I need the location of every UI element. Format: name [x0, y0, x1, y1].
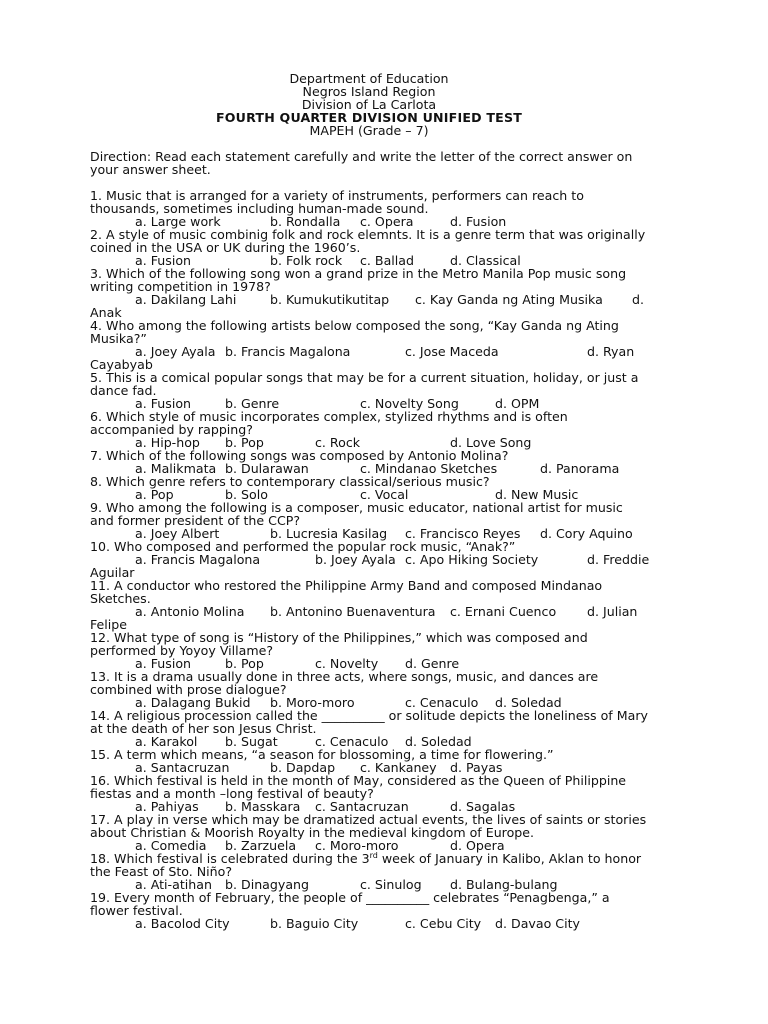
question-19: 19. Every month of February, the people of __________ celebrates “Penagbenga,” a flower festival.: [90, 890, 610, 918]
choice-option: d. Soledad: [405, 734, 472, 749]
question-9: 9. Who among the following is a composer, music educator, national artist for music and former president of the CCP?: [90, 500, 623, 528]
choice-option: c. Opera: [360, 214, 414, 229]
answer-choices: [90, 839, 650, 852]
answer-choices: [90, 657, 650, 670]
choice-option: c. Novelty: [315, 656, 379, 671]
directions: Direction: Read each statement carefully and write the letter of the correct answer on your answer sheet.: [90, 149, 633, 177]
choice-option: Felipe: [90, 617, 128, 632]
choice-option: b. Antonino Buenaventura: [270, 604, 436, 619]
choice-option: c. Apo Hiking Society: [405, 552, 539, 567]
choice-option: Aguilar: [90, 565, 135, 580]
choice-option: c. Santacruzan: [315, 799, 409, 814]
choice-option: b. Folk rock: [270, 253, 343, 268]
choice-option: d. Genre: [405, 656, 460, 671]
question-2: 2. A style of music combinig folk and rock elemnts. It is a genre term that was originally coined in the USA or UK during the 1960’s.: [90, 227, 646, 255]
choice-option: a. Fusion: [135, 253, 192, 268]
choice-option: c. Vocal: [360, 487, 409, 502]
choice-option: c. Kay Ganda ng Ating Musika: [415, 292, 603, 307]
choice-option: b. Francis Magalona: [225, 344, 351, 359]
choice-option: Cayabyab: [90, 357, 153, 372]
answer-choices: [90, 605, 650, 631]
choice-option: b. Kumukutikutitap: [270, 292, 390, 307]
choice-option: a. Fusion: [135, 396, 192, 411]
choice-option: d. Opera: [450, 838, 505, 853]
choice-option: a. Malikmata: [135, 461, 217, 476]
choice-option: a. Francis Magalona: [135, 552, 261, 567]
department-line: Department of Education: [289, 71, 449, 86]
choice-option: c. Cenaculo: [315, 734, 389, 749]
question-5: 5. This is a comical popular songs that may be for a current situation, holiday, or just a dance fad.: [90, 370, 639, 398]
choice-option: d. Davao City: [495, 916, 580, 931]
question-10: 10. Who composed and performed the popular rock music, “Anak?”: [90, 539, 516, 554]
choice-option: c. Francisco Reyes: [405, 526, 521, 541]
choice-option: b. Moro-moro: [270, 695, 355, 710]
choice-option: c. Jose Maceda: [405, 344, 499, 359]
choice-option: c. Ballad: [360, 253, 414, 268]
question-13: 13. It is a drama usually done in three acts, where songs, music, and dances are combined with prose dialogue?: [90, 669, 599, 697]
choice-option: b. Pop: [225, 656, 264, 671]
choice-option: a. Bacolod City: [135, 916, 230, 931]
region-line: Negros Island Region: [302, 84, 436, 99]
question-12: 12. What type of song is “History of the Philippines,” which was composed and performed by Yoyoy Villame?: [90, 630, 588, 658]
choice-option: a. Dalagang Bukid: [135, 695, 251, 710]
choice-option: d. Classical: [450, 253, 521, 268]
answer-choices: [90, 397, 650, 410]
choice-option: d. Bulang-bulang: [450, 877, 558, 892]
choice-option: c. Moro-moro: [315, 838, 399, 853]
choice-option: a. Ati-atihan: [135, 877, 212, 892]
choice-option: c. Cebu City: [405, 916, 482, 931]
answer-choices: [90, 761, 650, 774]
answer-choices: [90, 527, 650, 540]
choice-option: c. Sinulog: [360, 877, 422, 892]
answer-choices: [90, 215, 650, 228]
answer-choices: [90, 735, 650, 748]
question-text: week of January in Kalibo, Aklan to honor the Feast of Sto. Niño?: [90, 851, 642, 879]
subject-line: MAPEH (Grade – 7): [309, 123, 429, 138]
choice-option: Anak: [90, 305, 122, 320]
question-1: 1. Music that is arranged for a variety of instruments, performers can reach to thousands, sometimes including human-made sound.: [90, 188, 584, 216]
choice-option: d. Payas: [450, 760, 503, 775]
question-6: 6. Which style of music incorporates complex, stylized rhythms and is often accompanied by rapping?: [90, 409, 568, 437]
choice-option: c. Cenaculo: [405, 695, 479, 710]
ordinal-superscript: rd: [369, 851, 378, 860]
choice-option: b. Baguio City: [270, 916, 359, 931]
question-4: 4. Who among the following artists below composed the song, “Kay Ganda ng Ating Musika?”: [90, 318, 619, 346]
question-18: [90, 852, 650, 878]
question-3: 3. Which of the following song won a grand prize in the Metro Manila Pop music song writing competition in 1978?: [90, 266, 627, 294]
choice-option: d. Panorama: [540, 461, 620, 476]
choice-option: b. Rondalla: [270, 214, 341, 229]
choice-option: a. Pahiyas: [135, 799, 199, 814]
question-15: 15. A term which means, “a season for blossoming, a time for flowering.”: [90, 747, 554, 762]
question-8: 8. Which genre refers to contemporary classical/serious music?: [90, 474, 490, 489]
choice-option: a. Dakilang Lahi: [135, 292, 237, 307]
test-title: FOURTH QUARTER DIVISION UNIFIED TEST: [215, 110, 523, 125]
answer-choices: [90, 917, 650, 930]
choice-option: c. Kankaney: [360, 760, 437, 775]
answer-choices: [90, 293, 650, 319]
choice-option: b. Sugat: [225, 734, 278, 749]
choice-option: a. Comedia: [135, 838, 207, 853]
question-17: 17. A play in verse which may be dramatized actual events, the lives of saints or stories about Christian & Moorish Royalty in the medieval kingdom of Europe.: [90, 812, 647, 840]
choice-option: d. Cory Aquino: [540, 526, 633, 541]
question-16: 16. Which festival is held in the month of May, considered as the Queen of Philippine fiestas and a month –long festival of beauty?: [90, 773, 627, 801]
choice-option: d. Soledad: [495, 695, 562, 710]
choice-option: d. Freddie: [587, 552, 650, 567]
choice-option: d. Love Song: [450, 435, 532, 450]
choice-option: a. Antonio Molina: [135, 604, 245, 619]
choice-option: a. Santacruzan: [135, 760, 230, 775]
answer-choices: [90, 553, 650, 579]
answer-choices: [90, 462, 650, 475]
choice-option: b. Zarzuela: [225, 838, 297, 853]
choice-option: a. Fusion: [135, 656, 192, 671]
choice-option: b. Dularawan: [225, 461, 309, 476]
choice-option: b. Dapdap: [270, 760, 336, 775]
choice-option: a. Large work: [135, 214, 221, 229]
choice-option: a. Joey Albert: [135, 526, 220, 541]
choice-option: d.: [632, 292, 644, 307]
choice-option: d. New Music: [495, 487, 579, 502]
choice-option: d. Sagalas: [450, 799, 516, 814]
answer-choices: [90, 345, 650, 371]
choice-option: c. Rock: [315, 435, 361, 450]
answer-choices: [90, 800, 650, 813]
question-7: 7. Which of the following songs was composed by Antonio Molina?: [90, 448, 509, 463]
choice-option: a. Joey Ayala: [135, 344, 216, 359]
choice-option: a. Pop: [135, 487, 174, 502]
question-text: 18. Which festival is celebrated during the 3: [90, 851, 370, 866]
choice-option: b. Lucresia Kasilag: [270, 526, 388, 541]
division-line: Division of La Carlota: [301, 97, 437, 112]
choice-option: d. Fusion: [450, 214, 507, 229]
document-header: [90, 72, 648, 137]
choice-option: c. Novelty Song: [360, 396, 459, 411]
choice-option: b. Pop: [225, 435, 264, 450]
answer-choices: [90, 436, 650, 449]
answer-choices: [90, 488, 650, 501]
choice-option: a. Karakol: [135, 734, 198, 749]
question-list: [90, 189, 768, 930]
answer-choices: [90, 696, 650, 709]
answer-choices: [90, 878, 650, 891]
choice-option: b. Masskara: [225, 799, 301, 814]
choice-option: d. OPM: [495, 396, 540, 411]
choice-option: d. Ryan: [587, 344, 635, 359]
choice-option: b. Joey Ayala: [315, 552, 396, 567]
choice-option: a. Hip-hop: [135, 435, 200, 450]
choice-option: b. Genre: [225, 396, 280, 411]
answer-choices: [90, 254, 650, 267]
question-14: 14. A religious procession called the __________ or solitude depicts the loneliness of Mary at the death of her son Jesus Christ.: [90, 708, 648, 736]
choice-option: c. Mindanao Sketches: [360, 461, 498, 476]
choice-option: c. Ernani Cuenco: [450, 604, 557, 619]
choice-option: b. Dinagyang: [225, 877, 310, 892]
choice-option: d. Julian: [587, 604, 638, 619]
choice-option: b. Solo: [225, 487, 268, 502]
question-11: 11. A conductor who restored the Philippine Army Band and composed Mindanao Sketches.: [90, 578, 603, 606]
